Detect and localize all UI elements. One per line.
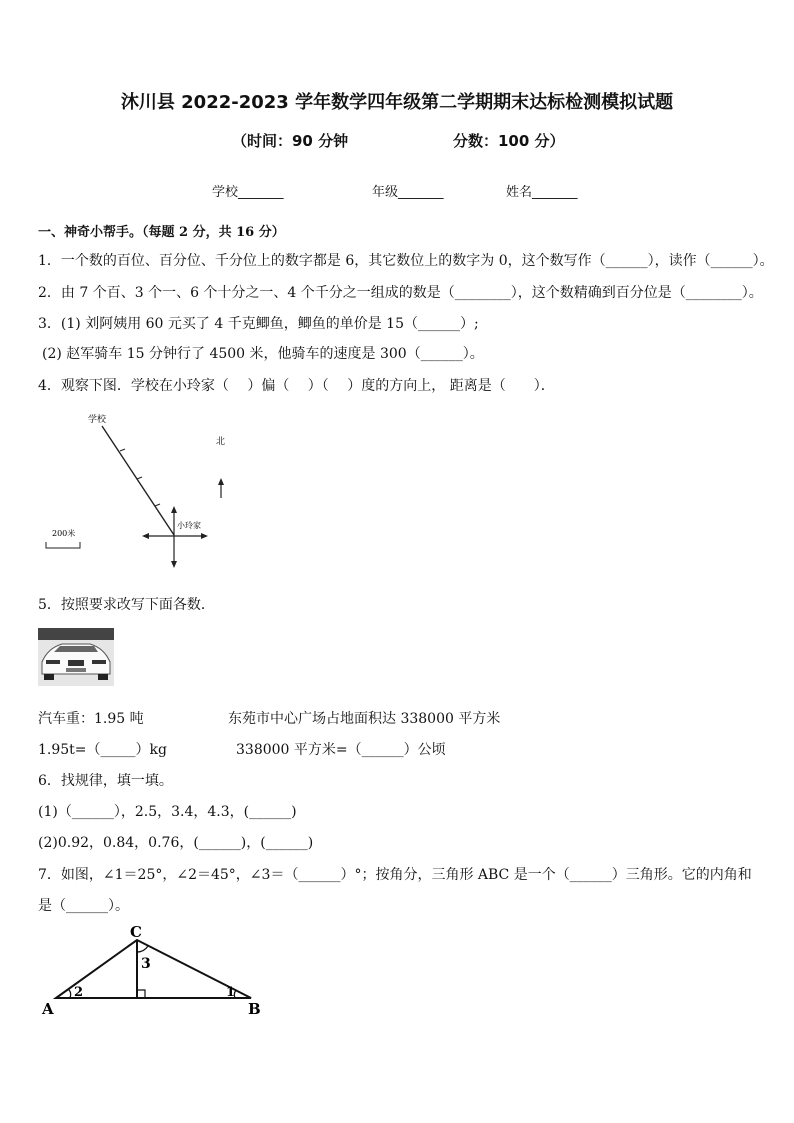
- section-heading: 一、神奇小帮手。（每题 2 分，共 16 分）: [38, 225, 285, 240]
- question-5-hectares: 338000 平方米=（______）公顷: [236, 742, 446, 758]
- question-6a: (1)（______），2.5，3.4，4.3，(______): [38, 804, 297, 820]
- question-3a: 3．(1) 刘阿姨用 60 元买了 4 千克鲫鱼，鲫鱼的单价是 15（______）;: [38, 316, 479, 332]
- exam-time: （时间：90 分钟: [232, 132, 349, 150]
- direction-map-figure: [36, 408, 256, 578]
- route-tick: [120, 449, 125, 451]
- triangle-figure: [38, 922, 268, 1022]
- angle-3-arc: [137, 946, 148, 952]
- arrow-west-icon: [142, 533, 149, 539]
- north-arrow-head-icon: [218, 478, 224, 485]
- question-5-car-weight: 汽车重：1.95 吨: [38, 711, 144, 727]
- question-2: 2．由 7 个百、3 个一、6 个十分之一、4 个千分之一组成的数是（________），这个数精确到百分位是（________）。: [38, 285, 763, 301]
- question-5-tons: 1.95t=（_____）kg: [38, 742, 167, 758]
- scale-label: 200米: [52, 529, 76, 538]
- home-label: 小玲家: [177, 521, 201, 530]
- school-field: 学校_______: [212, 185, 284, 200]
- route-line: [102, 426, 174, 535]
- question-5: 5．按照要求改写下面各数．: [38, 597, 215, 613]
- question-1: 1．一个数的百位、百分位、千分位上的数字都是 6，其它数位上的数字为 0，这个数写作（______），读作（______）。: [38, 253, 774, 269]
- question-5-area: 东苑市中心广场占地面积达 338000 平方米: [228, 711, 501, 727]
- triangle-abc: [56, 940, 251, 998]
- question-7a: 7．如图，∠1＝25°，∠2＝45°，∠3＝（______）°；按角分，三角形 ABC 是一个（______）三角形。它的内角和: [38, 867, 752, 883]
- school-label: 学校: [88, 415, 107, 425]
- exam-score: 分数：100 分）: [453, 132, 565, 150]
- arrow-north-icon: [171, 506, 177, 513]
- question-7b: 是（______）。: [38, 898, 129, 914]
- route-tick: [155, 504, 160, 506]
- right-angle-mark: [137, 990, 145, 998]
- question-6b: (2)0.92，0.84，0.76，(______)，(______): [38, 835, 314, 851]
- vertex-a-label: A: [42, 1000, 54, 1018]
- arrow-east-icon: [201, 533, 208, 539]
- angle-1-label: 1: [226, 985, 236, 1000]
- page-title: 沐川县 2022-2023 学年数学四年级第二学期期末达标检测模拟试题: [120, 92, 674, 113]
- scale-bar: [46, 542, 80, 548]
- route-tick: [137, 477, 142, 479]
- car-image: [38, 628, 114, 686]
- question-3b: (2) 赵军骑车 15 分钟行了 4500 米，他骑车的速度是 300（______）。: [42, 346, 484, 362]
- name-field: 姓名_______: [506, 185, 578, 200]
- vertex-b-label: B: [248, 1000, 261, 1018]
- angle-2-label: 2: [74, 985, 84, 1000]
- grade-field: 年级_______: [372, 185, 444, 200]
- question-4: 4．观察下图．学校在小玲家（ ）偏（ ）（ ）度的方向上， 距离是（ ）．: [38, 378, 555, 394]
- arrow-south-icon: [171, 561, 177, 568]
- vertex-c-label: C: [130, 923, 142, 941]
- question-6: 6．找规律，填一填。: [38, 773, 173, 789]
- angle-3-label: 3: [141, 956, 151, 972]
- north-label: 北: [216, 437, 226, 447]
